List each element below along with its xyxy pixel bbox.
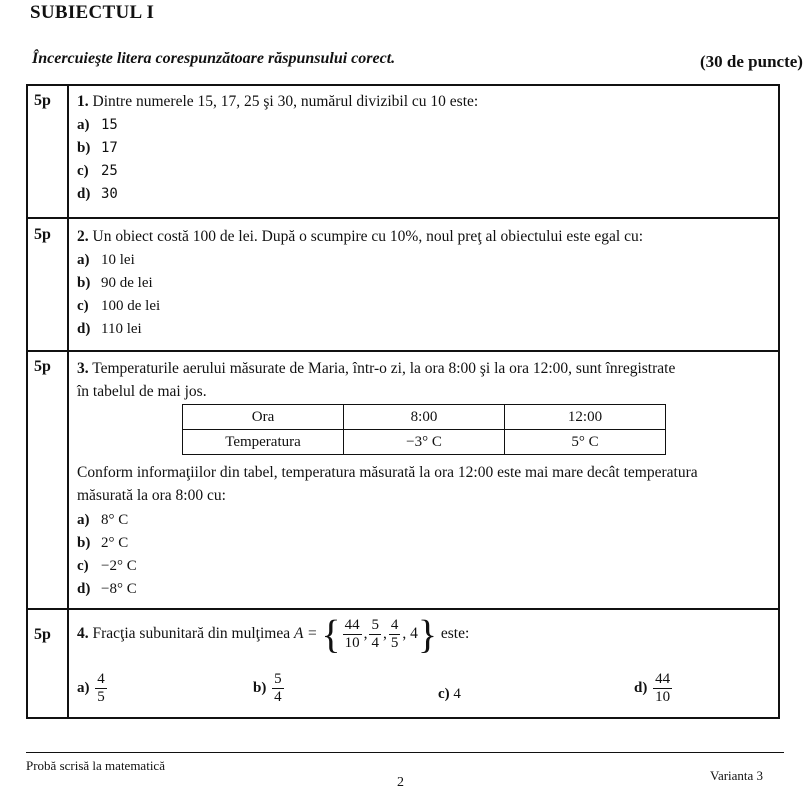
points-label: (30 de puncte) [700,52,803,71]
q3-option-c[interactable]: c) −2° C [77,558,137,574]
instruction-text: Încercuieşte litera corespunzătoare răspunsului corect. [32,50,396,67]
table-cell: Ora [183,405,344,430]
table-cell: 8:00 [344,405,505,430]
temperature-table [182,404,666,455]
row-divider [28,217,778,219]
row-divider [28,608,778,610]
section-title: SUBIECTUL I [30,2,155,23]
footer-divider [26,752,784,753]
q3-score: 5p [34,358,51,375]
q2-option-a[interactable]: a) 10 lei [77,252,135,268]
q2-score: 5p [34,226,51,243]
questions-table [26,84,780,719]
row-divider [28,350,778,352]
footer-exam-name: Probă scrisă la matematică [26,758,165,773]
q2-text: 2. Un obiect costă 100 de lei. După o scumpire cu 10%, noul preţ al obiectului este egal cu: [77,228,644,245]
table-cell: 5° C [505,430,666,455]
footer-variant: Varianta 3 [710,768,764,783]
q4-option-d[interactable]: d) $\frac{44}{10}$ [634,671,671,705]
brace-open: { [321,611,341,657]
q3-text: 3. Temperaturile aerului măsurate de Maria, într-o zi, la ora 8:00 şi la ora 12:00, sunt înregistrate în tabelul de mai jos. [77,360,676,400]
q1-score: 5p [34,92,51,109]
q1-option-b[interactable]: b) 17 [77,140,118,156]
set-element-4: 4 [410,625,418,642]
page-number: 2 [397,775,404,790]
table-cell: −3° C [344,430,505,455]
set-fraction-3: $\frac{4}{5}$ [390,616,399,651]
column-divider [67,86,69,717]
q3-option-a[interactable]: a) 8° C [77,512,129,528]
q4-score: 5p [34,626,51,643]
q1-text: 1. Dintre numerele 15, 17, 25 şi 30, numărul divizibil cu 10 este: [77,93,479,110]
q3-option-b[interactable]: b) 2° C [77,535,129,551]
q1-option-c[interactable]: c) 25 [77,163,118,179]
q2-option-d[interactable]: d) 110 lei [77,321,142,337]
q2-option-b[interactable]: b) 90 de lei [77,275,153,291]
q4-option-b[interactable]: b) $\frac{5}{4}$ [253,671,282,705]
q4-text: 4. Fracţia subunitară din mulţimea A = { $\frac{44}{10}$ , $\frac{5}{4}$ , $\frac{4}{5}$ , 4} este: [77,611,470,657]
set-fraction-2: $\frac{5}{4}$ [371,616,379,651]
q3-option-d[interactable]: d) −8° C [77,581,137,597]
table-cell: 12:00 [505,405,666,430]
q4-option-a[interactable]: a) $\frac{4}{5}$ [77,671,105,705]
q1-option-a[interactable]: a) 15 [77,117,118,133]
table-cell: Temperatura [183,430,344,455]
q2-option-c[interactable]: c) 100 de lei [77,298,161,314]
set-fraction-1: $\frac{44}{10}$ [344,616,360,651]
brace-close: } [417,611,438,657]
set-name: A = [293,625,318,642]
q3-followup-text: Conform informaţiilor din tabel, temperatura măsurată la ora 12:00 este mai mare decât temperatura măsurată la ora 8:00 cu: [77,464,698,504]
q4-option-c[interactable]: c) 4 [438,686,461,702]
q1-option-d[interactable]: d) 30 [77,186,118,202]
